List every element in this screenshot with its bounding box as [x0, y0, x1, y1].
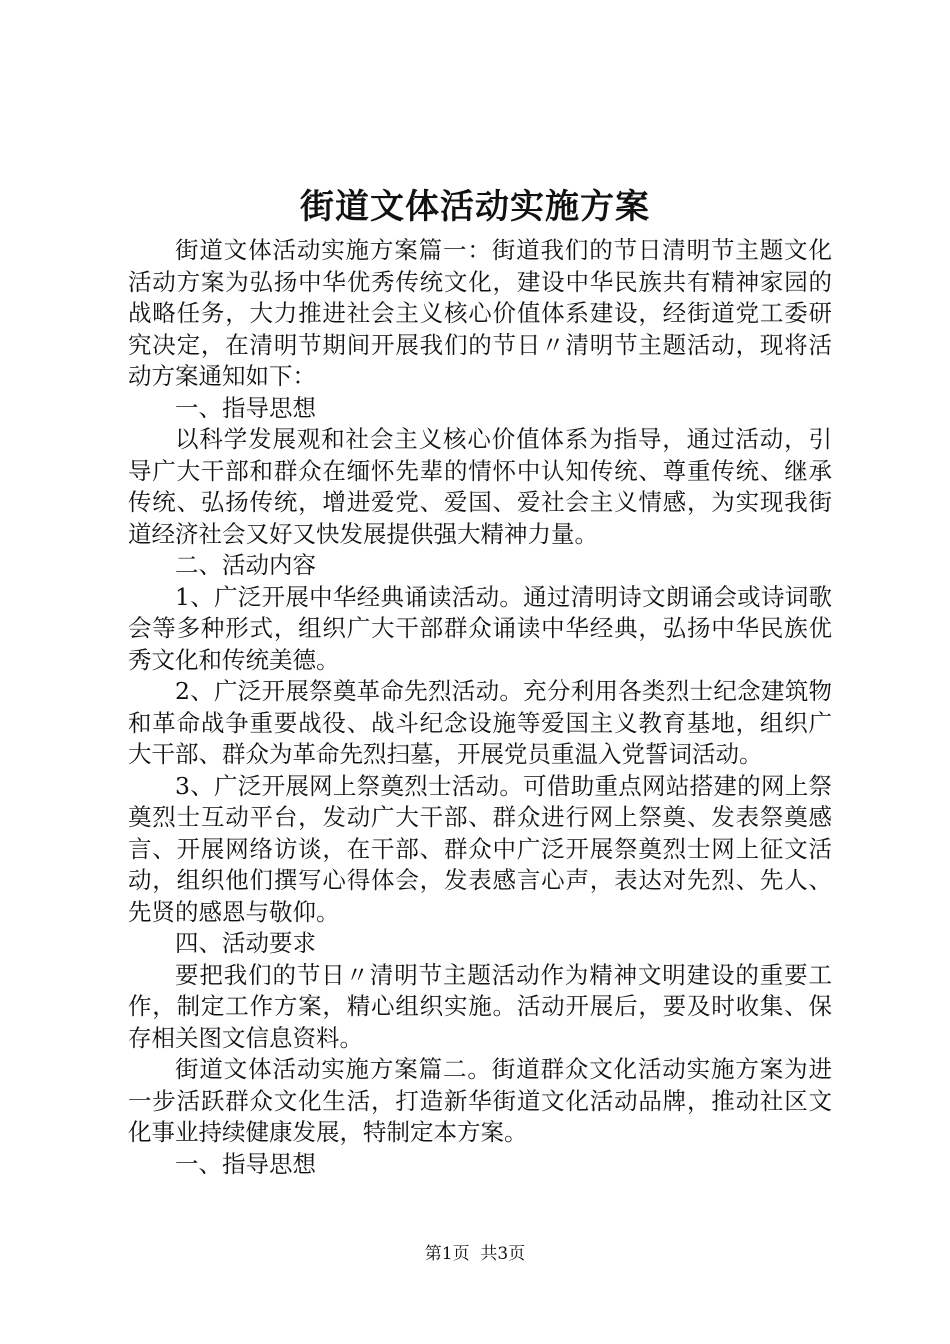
- document-title: 街道文体活动实施方案: [300, 187, 650, 227]
- paragraph-item-2: 2、广泛开展祭奠革命先烈活动。充分利用各类烈士纪念建筑物和革命战争重要战役、战斗纪念设施等爱国主义教育基地，组织广大干部、群众为革命先烈扫墓，开展党员重温入党誓词活动。: [128, 677, 832, 768]
- paragraph-part-two: 街道文体活动实施方案篇二。街道群众文化活动实施方案为进一步活跃群众文化生活，打造新华街道文化活动品牌，推动社区文化事业持续健康发展，特制定本方案。: [128, 1055, 832, 1146]
- page-number: 第1页: [424, 1244, 470, 1264]
- heading-guiding-thought-2: 一、指导思想: [175, 1149, 316, 1178]
- heading-activity-requirements: 四、活动要求: [175, 929, 316, 957]
- heading-guiding-thought: 一、指导思想: [175, 393, 316, 422]
- heading-activity-content: 二、活动内容: [175, 551, 316, 579]
- paragraph-requirements: 要把我们的节日〃清明节主题活动作为精神文明建设的重要工作，制定工作方案，精心组织实施。活动开展后，要及时收集、保存相关图文信息资料。: [128, 960, 832, 1052]
- document-body: [128, 235, 832, 1180]
- paragraph-guiding-thought: 以科学发展观和社会主义核心价值体系为指导，通过活动，引导广大干部和群众在缅怀先辈的情怀中认知传统、尊重传统、继承传统、弘扬传统，增进爱党、爱国、爱社会主义情感，为实现我街道经济社会又好又快发展提供强大精神力量。: [128, 425, 832, 548]
- page-footer: [0, 1242, 950, 1266]
- page-total: 共3页: [480, 1244, 526, 1264]
- paragraph-item-3: 3、广泛开展网上祭奠烈士活动。可借助重点网站搭建的网上祭奠烈士互动平台，发动广大干部、群众进行网上祭奠、发表祭奠感言、开展网络访谈，在干部、群众中广泛开展祭奠烈士网上征文活动，组织他们撰写心得体会，发表感言心声，表达对先烈、先人、先贤的感恩与敬仰。: [128, 771, 832, 926]
- paragraph-item-1: 1、广泛开展中华经典诵读活动。通过清明诗文朗诵会或诗词歌会等多种形式，组织广大干部群众诵读中华经典，弘扬中华民族优秀文化和传统美德。: [128, 582, 832, 674]
- paragraph-intro: 街道文体活动实施方案篇一：街道我们的节日清明节主题文化活动方案为弘扬中华优秀传统文化，建设中华民族共有精神家园的战略任务，大力推进社会主义核心价值体系建设，经街道党工委研究决定，在清明节期间开展我们的节日〃清明节主题活动，现将活动方案通知如下：: [128, 236, 832, 390]
